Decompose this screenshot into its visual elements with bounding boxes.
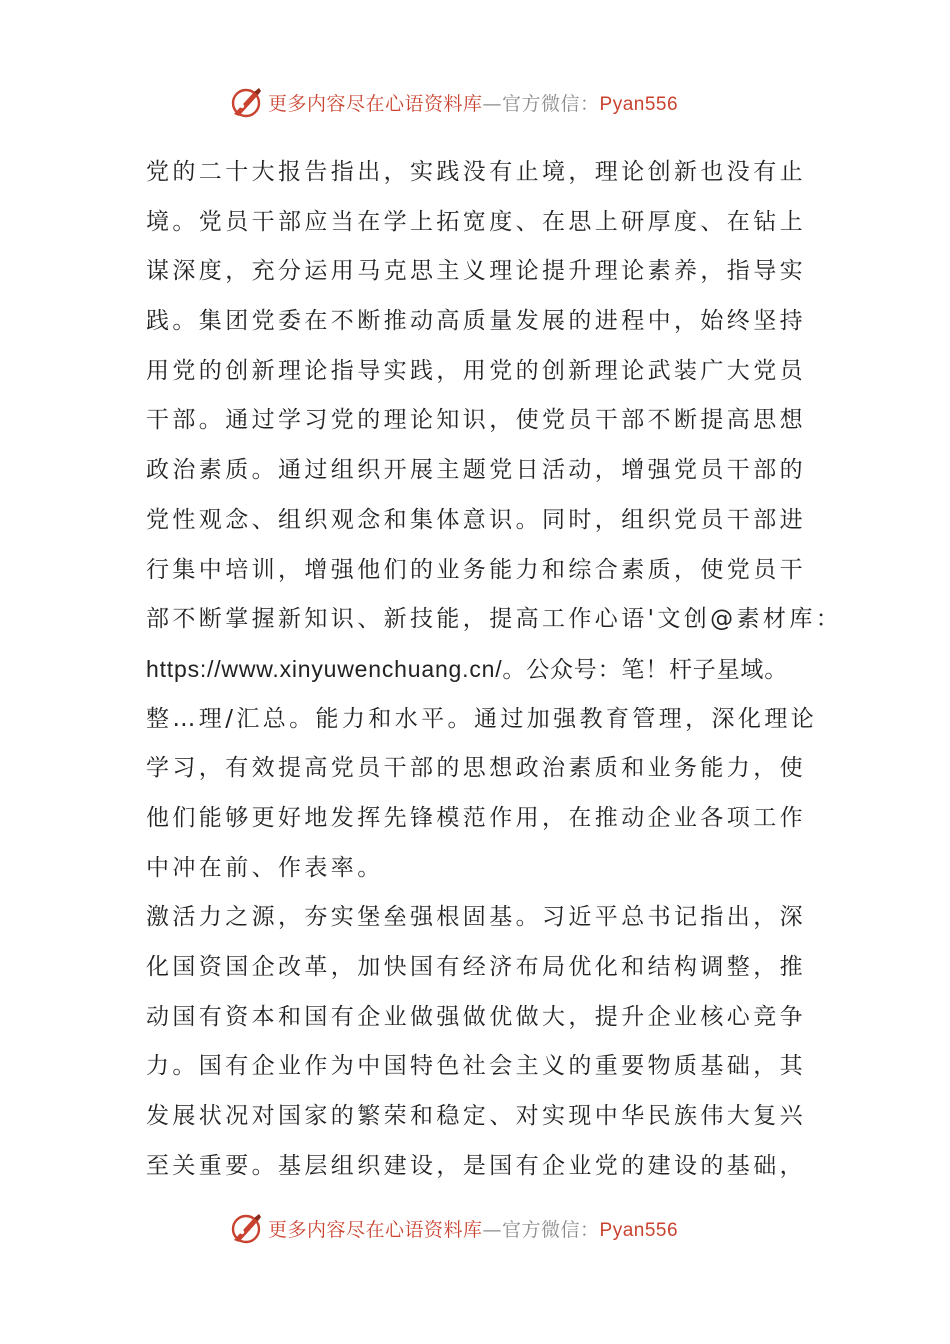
header-banner-part2: —官方微信： [482,92,600,115]
body-line: 化国资国企改革，加快国有经济布局优化和结构调整，推 [146,954,806,980]
body-line: 发展状况对国家的繁荣和稳定、对实现中华民族伟大复兴 [146,1103,806,1130]
body-line: 政治素质。通过组织开展主题党日活动，增强党员干部的 [146,457,806,484]
footer-banner [228,1208,728,1248]
footer-banner-text [268,1215,678,1242]
body-line: 部不断掌握新知识、新技能，提高工作心语'文创@素材库： [146,606,843,633]
header-banner [228,82,728,122]
body-line: 境。党员干部应当在学上拓宽度、在思上研厚度、在钻上 [146,208,806,235]
body-line: 用党的创新理论指导实践，用党的创新理论武装广大党员 [146,357,806,384]
body-line: 学习，有效提高党员干部的思想政治素质和业务能力，使 [146,755,806,782]
body-line: 整…理/汇总。能力和水平。通过加强教育管理，深化理论 [146,705,818,732]
body-line: 中冲在前、作表率。 [146,854,384,881]
header-banner-part3: Pyan556 [599,93,679,115]
header-banner-part1: 更多内容尽在心语资料库 [268,92,483,115]
body-line: 行集中培训，增强他们的业务能力和综合素质，使党员干 [146,556,806,583]
body-line: 激活力之源，夯实堡垒强根固基。习近平总书记指出，深 [146,904,806,931]
body-line-url: https://www.xinyuwenchuang.cn/。公众号：笔！杆子星域。 [146,655,788,682]
body-line: 动国有资本和国有企业做强做优做大，提升企业核心竞争 [146,1003,806,1030]
body-line: 他们能够更好地发挥先锋模范作用，在推动企业各项工作 [146,804,806,831]
body-text [146,148,843,1191]
body-line: 干部。通过学习党的理论知识，使党员干部不断提高思想 [146,407,806,434]
body-line: 谋深度，充分运用马克思主义理论提升理论素养，指导实 [146,258,806,285]
header-banner-text [268,89,678,116]
body-line: 力。国有企业作为中国特色社会主义的重要物质基础，其 [146,1053,806,1080]
pen-circle-logo-icon [228,1210,264,1246]
body-line: 践。集团党委在不断推动高质量发展的进程中，始终坚持 [146,308,806,335]
footer-banner-part1: 更多内容尽在心语资料库 [268,1218,483,1241]
pen-circle-logo-icon [228,84,264,120]
footer-banner-part3: Pyan556 [599,1219,679,1241]
body-line: 至关重要。基层组织建设，是国有企业党的建设的基础， [146,1152,806,1179]
body-line: 党的二十大报告指出，实践没有止境，理论创新也没有止 [146,159,806,185]
body-line: 党性观念、组织观念和集体意识。同时，组织党员干部进 [146,506,806,533]
footer-banner-part2: —官方微信： [482,1218,600,1241]
